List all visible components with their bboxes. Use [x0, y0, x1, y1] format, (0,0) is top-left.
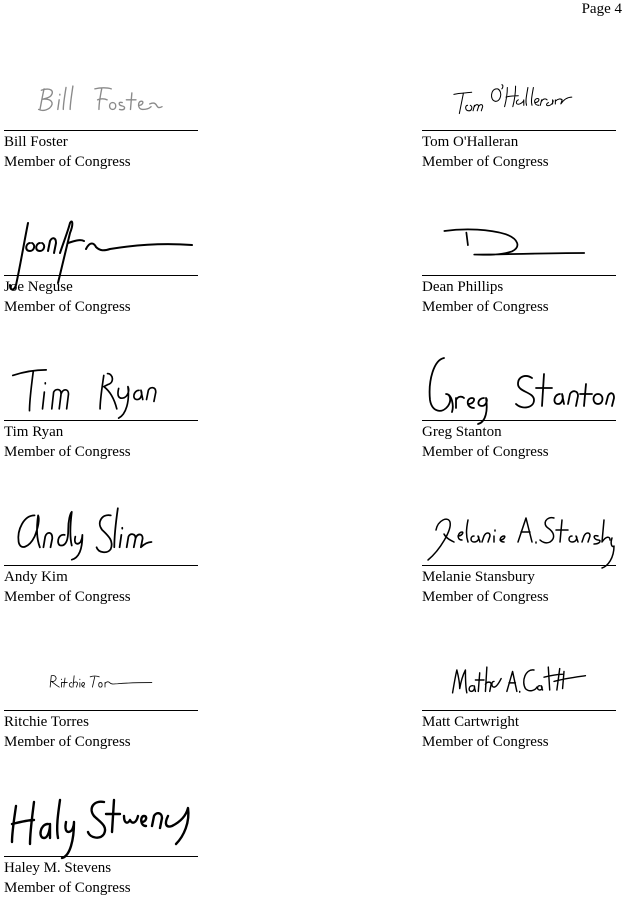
signature-line	[4, 565, 198, 566]
signature-greg-stanton	[422, 350, 616, 430]
signature-line	[4, 420, 198, 421]
signature-block-haley-stevens	[4, 786, 198, 899]
signature-line	[422, 710, 616, 711]
signatory-name: Melanie Stansbury	[422, 569, 535, 585]
signatory-title: Member of Congress	[422, 589, 549, 605]
signatory-title: Member of Congress	[4, 154, 131, 170]
signatory-name: Tim Ryan	[4, 424, 64, 440]
signature-block-melanie-stansbury	[422, 495, 616, 615]
signatory-title: Member of Congress	[4, 444, 131, 460]
signature-bill-foster	[4, 82, 198, 130]
signatory-name: Joe Neguse	[4, 279, 73, 295]
page-number: Page 4	[581, 1, 622, 17]
signature-block-ritchie-torres	[4, 640, 198, 760]
signatory-name: Andy Kim	[4, 569, 68, 585]
signature-line	[4, 710, 198, 711]
signatory-name: Matt Cartwright	[422, 714, 520, 730]
signatory-name: Dean Phillips	[422, 279, 504, 295]
signatory-title: Member of Congress	[422, 734, 549, 750]
signatory-title: Member of Congress	[422, 154, 549, 170]
signature-line	[4, 856, 198, 857]
signature-block-andy-kim	[4, 495, 198, 615]
signature-block-matt-cartwright	[422, 640, 616, 760]
signatory-title: Member of Congress	[422, 444, 549, 460]
signatory-name: Greg Stanton	[422, 424, 502, 440]
signature-line	[422, 275, 616, 276]
signature-haley-stevens	[4, 786, 198, 866]
signatory-name: Ritchie Torres	[4, 714, 89, 730]
signature-andy-kim	[4, 503, 198, 565]
signatory-title: Member of Congress	[4, 589, 131, 605]
signature-block-bill-foster	[4, 60, 198, 180]
signature-ritchie-torres	[4, 670, 198, 710]
signatory-title: Member of Congress	[4, 299, 131, 315]
signatory-title: Member of Congress	[4, 880, 131, 896]
signature-line	[422, 130, 616, 131]
signatory-name: Haley M. Stevens	[4, 860, 112, 876]
signatory-title: Member of Congress	[422, 299, 549, 315]
signatory-name: Tom O'Halleran	[422, 134, 519, 150]
signature-block-greg-stanton	[422, 350, 616, 470]
signature-tim-ryan	[4, 355, 198, 420]
signature-line	[422, 565, 616, 566]
signature-line	[422, 420, 616, 421]
signatory-name: Bill Foster	[4, 134, 68, 150]
signature-block-tim-ryan	[4, 350, 198, 470]
signature-tom-ohalleran	[422, 82, 616, 130]
signature-block-tom-ohalleran	[422, 60, 616, 180]
signature-block-dean-phillips	[422, 205, 616, 325]
signature-block-joe-neguse	[4, 205, 198, 325]
signature-line	[4, 130, 198, 131]
signature-line	[4, 275, 198, 276]
signatory-title: Member of Congress	[4, 734, 131, 750]
signature-matt-cartwright	[422, 660, 616, 710]
signature-dean-phillips	[422, 220, 616, 275]
